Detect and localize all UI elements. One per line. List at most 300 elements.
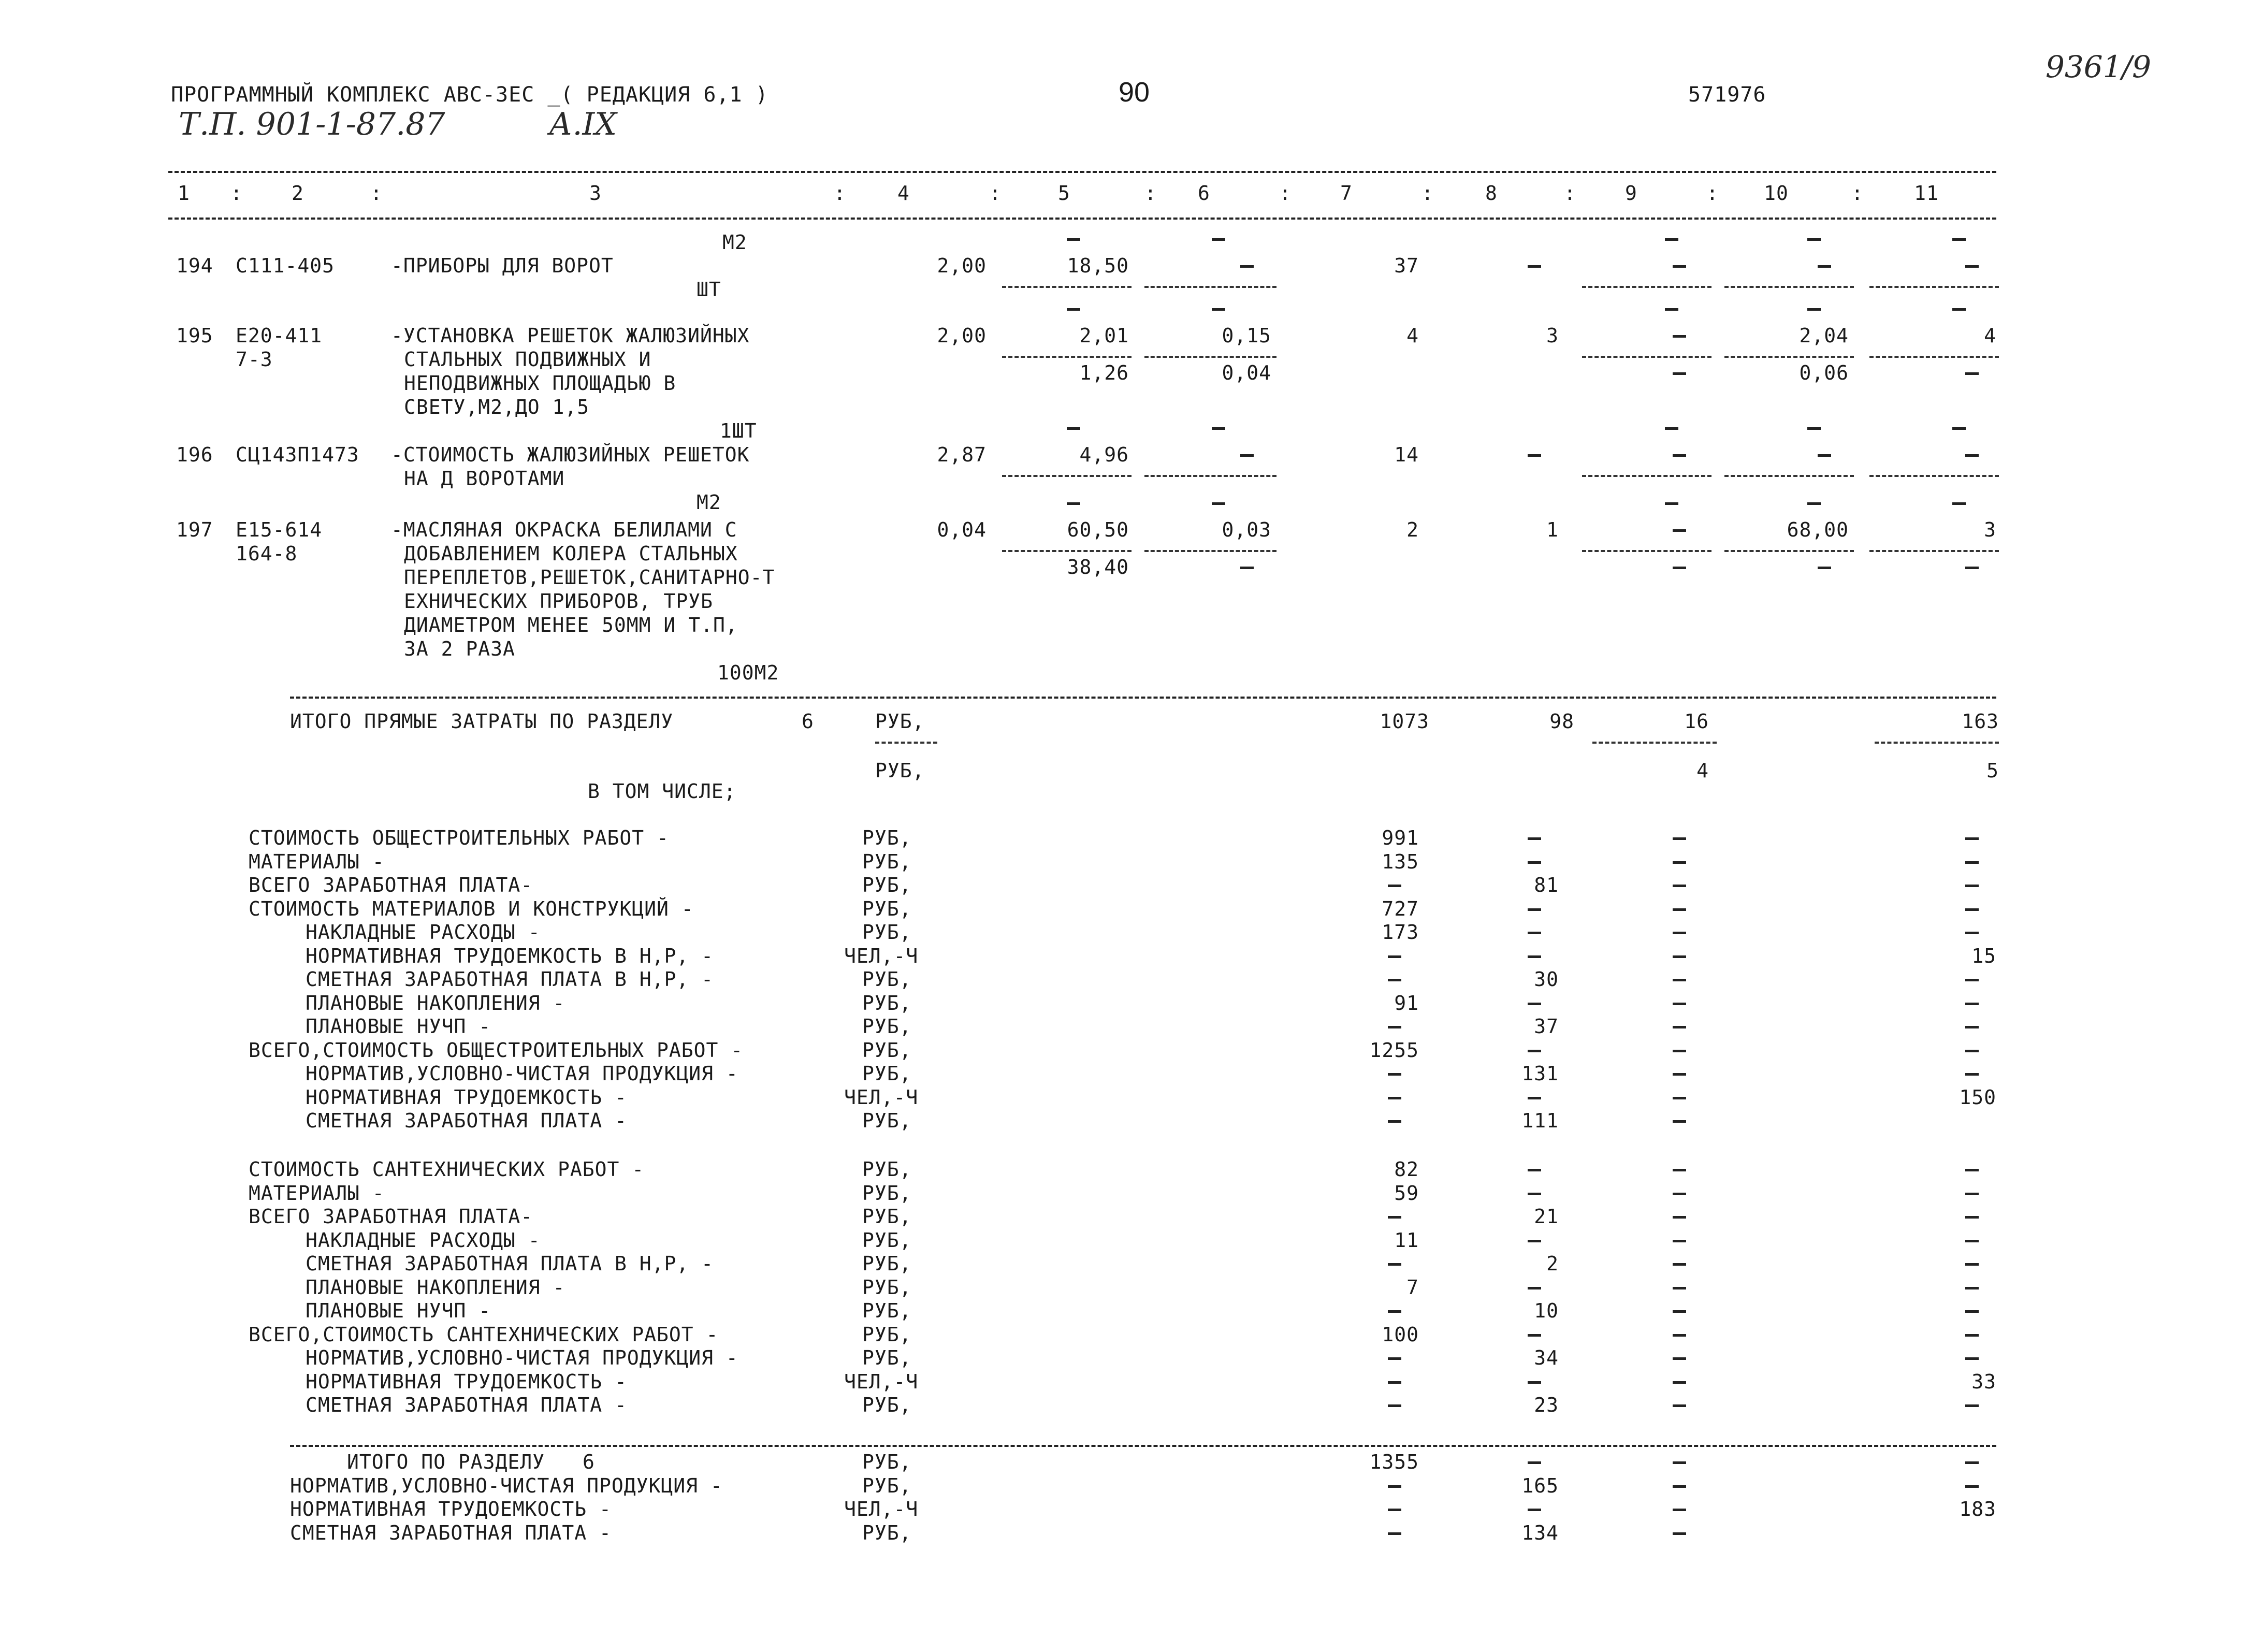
breakdown-c11-dash (1965, 1003, 1979, 1005)
breakdown-c9-dash (1673, 1532, 1686, 1535)
document-code: 571976 (1688, 83, 1766, 107)
breakdown-label: НОРМАТИВНАЯ ТРУДОЕМКОСТЬ - (290, 1498, 612, 1520)
row-description-line: НЕПОДВИЖНЫХ ПЛОЩАДЬЮ В (404, 372, 676, 395)
top-dash (1067, 427, 1080, 430)
breakdown-c8-dash (1528, 837, 1541, 840)
breakdown-label: СТОИМОСТЬ МАТЕРИАЛОВ И КОНСТРУКЦИЙ - (249, 897, 694, 920)
row-c10: 68,00 (1787, 518, 1849, 541)
direct-costs-c9: 16 (1684, 710, 1709, 733)
breakdown-c8-dash (1528, 1240, 1541, 1242)
breakdown-c7: 11 (1394, 1228, 1419, 1252)
breakdown-c9-dash (1673, 908, 1686, 911)
top-dash (1665, 427, 1678, 430)
breakdown-c7-dash (1388, 1532, 1401, 1535)
breakdown-unit: РУБ, (862, 897, 912, 920)
row-c5b: 38,40 (1067, 556, 1129, 578)
row-c8-dash (1528, 265, 1541, 268)
row-code: СЦ143П1473 (236, 443, 359, 466)
row-c9-dash (1673, 529, 1686, 532)
c11-divider (1869, 286, 1999, 288)
breakdown-label: СМЕТНАЯ ЗАРАБОТНАЯ ПЛАТА В Н,Р, - (306, 1252, 714, 1275)
breakdown-c9-dash (1673, 1404, 1686, 1407)
breakdown-c7-dash (1388, 1509, 1401, 1511)
breakdown-c7-dash (1388, 1310, 1401, 1313)
row-c5: 18,50 (1067, 254, 1129, 277)
breakdown-c7: 82 (1394, 1158, 1419, 1181)
breakdown-c11-dash (1965, 1216, 1979, 1219)
breakdown-label: ВСЕГО ЗАРАБОТНАЯ ПЛАТА- (249, 874, 533, 896)
breakdown-label: НОРМАТИВ,УСЛОВНО-ЧИСТАЯ ПРОДУКЦИЯ - (306, 1346, 738, 1369)
row-c11b-dash (1965, 567, 1979, 569)
row-code-2: 7-3 (236, 348, 273, 371)
breakdown-label: НАКЛАДНЫЕ РАСХОДЫ - (306, 921, 541, 944)
top-dash (1212, 427, 1225, 430)
breakdown-c8: 37 (1534, 1015, 1559, 1038)
column-header-4: 4 (897, 182, 910, 205)
breakdown-c7-dash (1388, 1216, 1401, 1219)
row-description-line: НА Д ВОРОТАМИ (404, 467, 565, 490)
breakdown-unit: РУБ, (862, 1062, 912, 1085)
breakdown-c11-dash (1965, 1334, 1979, 1337)
row-c11-dash (1965, 265, 1979, 268)
unit-bottom: 100М2 (717, 661, 779, 684)
top-dash (1952, 427, 1966, 430)
row-c4: 0,04 (937, 518, 987, 541)
breakdown-c9-dash (1673, 1097, 1686, 1099)
column-separator: : (989, 182, 1002, 205)
column-separator: : (1144, 182, 1157, 205)
breakdown-c7-dash (1388, 1381, 1401, 1384)
breakdown-c11-dash (1965, 1310, 1979, 1313)
project-number-handwritten: Т.П. 901-1-87.87 (179, 106, 445, 142)
row-c10: 2,04 (1799, 324, 1849, 347)
breakdown-c11-dash (1965, 1193, 1979, 1195)
breakdown-unit: РУБ, (862, 1521, 912, 1544)
c10-divider (1724, 550, 1854, 552)
top-dash (1665, 238, 1678, 241)
breakdown-c9-dash (1673, 1169, 1686, 1171)
row-number: 195 (176, 324, 213, 347)
breakdown-c9-dash (1673, 1485, 1686, 1488)
breakdown-unit: РУБ, (862, 1015, 912, 1038)
breakdown-c8-dash (1528, 1334, 1541, 1337)
breakdown-unit: РУБ, (862, 1346, 912, 1369)
direct-costs-c9b: 4 (1696, 759, 1709, 782)
unit-bottom: ШТ (697, 278, 721, 301)
breakdown-c8: 131 (1521, 1062, 1559, 1085)
c11-divider (1869, 356, 1999, 358)
row-description-line: -УСТАНОВКА РЕШЕТОК ЖАЛЮЗИЙНЫХ (391, 324, 750, 347)
column-separator: : (1851, 182, 1864, 205)
row-c5b: 1,26 (1079, 361, 1129, 384)
row-c11-dash (1965, 454, 1979, 457)
breakdown-c11: 183 (1959, 1498, 1996, 1520)
section-total-rule (290, 1445, 1996, 1447)
top-dash (1067, 238, 1080, 241)
breakdown-c11: 150 (1959, 1085, 1996, 1109)
row-c8-dash (1528, 454, 1541, 457)
in-that-number-heading: В ТОМ ЧИСЛЕ; (588, 780, 736, 803)
top-dash (1807, 238, 1821, 241)
c9-divider (1582, 356, 1711, 358)
top-dash (1067, 502, 1080, 505)
breakdown-unit: РУБ, (862, 1228, 912, 1252)
breakdown-c8-dash (1528, 1097, 1541, 1099)
breakdown-c11-dash (1965, 837, 1979, 840)
row-description-line: ЕХНИЧЕСКИХ ПРИБОРОВ, ТРУБ (404, 590, 713, 613)
top-dash (1067, 308, 1080, 311)
breakdown-c9-dash (1673, 955, 1686, 958)
row-number: 197 (176, 518, 213, 541)
breakdown-unit: РУБ, (862, 1181, 912, 1205)
column-separator: : (1279, 182, 1292, 205)
row-c4: 2,00 (937, 254, 987, 277)
breakdown-c7-dash (1388, 1073, 1401, 1076)
row-number: 194 (176, 254, 213, 277)
breakdown-c8-dash (1528, 1169, 1541, 1171)
breakdown-c8: 21 (1534, 1205, 1559, 1228)
row-description-line: СТАЛЬНЫХ ПОДВИЖНЫХ И (404, 348, 651, 371)
breakdown-c11-dash (1965, 979, 1979, 981)
c9-divider (1582, 475, 1711, 477)
breakdown-c7-dash (1388, 1404, 1401, 1407)
breakdown-c7: 59 (1394, 1181, 1419, 1205)
breakdown-label: ПЛАНОВЫЕ НУЧП - (306, 1015, 491, 1038)
breakdown-c9-dash (1673, 979, 1686, 981)
breakdown-label: ПЛАНОВЫЕ НАКОПЛЕНИЯ - (306, 991, 565, 1015)
breakdown-c11-dash (1965, 1026, 1979, 1028)
c11-divider (1869, 550, 1999, 552)
breakdown-c9-dash (1673, 1120, 1686, 1123)
row-c11: 3 (1984, 518, 1996, 541)
breakdown-label: СМЕТНАЯ ЗАРАБОТНАЯ ПЛАТА - (290, 1521, 612, 1544)
program-title: ПРОГРАММНЫЙ КОМПЛЕКС АВС-3ЕС _( РЕДАКЦИЯ 6,1 ) (171, 83, 768, 107)
breakdown-c11-dash (1965, 861, 1979, 864)
breakdown-c7-dash (1388, 885, 1401, 887)
breakdown-c8-dash (1528, 908, 1541, 911)
breakdown-c9-dash (1673, 1240, 1686, 1242)
row-c7: 2 (1406, 518, 1419, 541)
breakdown-c7: 100 (1382, 1323, 1419, 1346)
c10-divider (1724, 475, 1854, 477)
breakdown-c9-dash (1673, 861, 1686, 864)
row-c8: 3 (1546, 324, 1559, 347)
breakdown-unit: РУБ, (862, 1323, 912, 1346)
breakdown-c11-dash (1965, 885, 1979, 887)
c5-divider (1002, 475, 1132, 477)
row-description-line: ДОБАВЛЕНИЕМ КОЛЕРА СТАЛЬНЫХ (404, 542, 738, 565)
direct-costs-section: 6 (802, 710, 814, 733)
row-description-line: -МАСЛЯНАЯ ОКРАСКА БЕЛИЛАМИ С (391, 518, 737, 541)
breakdown-unit: РУБ, (862, 1299, 912, 1322)
breakdown-c8-dash (1528, 1287, 1541, 1289)
column-header-9: 9 (1625, 182, 1637, 205)
breakdown-c7-dash (1388, 1263, 1401, 1266)
row-description-line: ЗА 2 РАЗА (404, 637, 515, 660)
breakdown-c9-dash (1673, 1310, 1686, 1313)
row-c9b-dash (1673, 372, 1686, 375)
breakdown-label: ВСЕГО ЗАРАБОТНАЯ ПЛАТА- (249, 1205, 533, 1228)
row-code: Е20-411 (236, 324, 323, 347)
row-c11b-dash (1965, 372, 1979, 375)
breakdown-c7: 135 (1382, 850, 1419, 873)
breakdown-c8: 34 (1534, 1346, 1559, 1369)
c9-divider (1592, 742, 1717, 744)
breakdown-c8-dash (1528, 1381, 1541, 1384)
breakdown-unit: РУБ, (862, 1474, 912, 1497)
breakdown-c9-dash (1673, 885, 1686, 887)
row-c4: 2,00 (937, 324, 987, 347)
breakdown-c7-dash (1388, 955, 1401, 958)
column-header-10: 10 (1764, 182, 1789, 205)
row-c6-dash (1240, 454, 1254, 457)
breakdown-c7: 173 (1382, 921, 1419, 944)
breakdown-label: НОРМАТИВ,УСЛОВНО-ЧИСТАЯ ПРОДУКЦИЯ - (306, 1062, 738, 1085)
breakdown-c7-dash (1388, 979, 1401, 981)
breakdown-unit: ЧЕЛ,-Ч (844, 1085, 919, 1109)
breakdown-c7-dash (1388, 1120, 1401, 1123)
breakdown-unit: РУБ, (862, 1276, 912, 1299)
column-header-3: 3 (589, 182, 602, 205)
top-dash (1212, 308, 1225, 311)
breakdown-c11: 15 (1971, 944, 1996, 967)
breakdown-c11-dash (1965, 932, 1979, 934)
breakdown-c8-dash (1528, 1003, 1541, 1005)
row-description-line: -ПРИБОРЫ ДЛЯ ВОРОТ (391, 254, 614, 277)
column-separator: : (370, 182, 383, 205)
breakdown-c7: 1255 (1369, 1038, 1419, 1062)
header-bottom-rule (168, 218, 1996, 220)
page-number: 90 (1119, 77, 1150, 108)
breakdown-unit: РУБ, (862, 1451, 912, 1473)
breakdown-c11: 33 (1971, 1370, 1996, 1393)
column-separator: : (1421, 182, 1434, 205)
breakdown-c9-dash (1673, 1073, 1686, 1076)
breakdown-label: МАТЕРИАЛЫ - (249, 1181, 385, 1205)
breakdown-label: НАКЛАДНЫЕ РАСХОДЫ - (306, 1228, 541, 1252)
breakdown-c11-dash (1965, 1485, 1979, 1488)
row-description-line: ПЕРЕПЛЕТОВ,РЕШЕТОК,САНИТАРНО-Т (404, 566, 775, 589)
breakdown-label: СТОИМОСТЬ САНТЕХНИЧЕСКИХ РАБОТ - (249, 1158, 645, 1181)
breakdown-label: ИТОГО ПО РАЗДЕЛУ (347, 1451, 545, 1473)
row-c5: 60,50 (1067, 518, 1129, 541)
breakdown-c11-dash (1965, 1073, 1979, 1076)
breakdown-unit: РУБ, (862, 1158, 912, 1181)
corner-handwritten-mark: 9361/9 (2046, 49, 2152, 84)
breakdown-c7: 7 (1406, 1276, 1419, 1299)
top-dash (1807, 502, 1821, 505)
direct-costs-unit: РУБ, (875, 710, 925, 733)
column-header-8: 8 (1485, 182, 1498, 205)
row-code: С111-405 (236, 254, 335, 277)
top-dash (1665, 308, 1678, 311)
row-description-line: -СТОИМОСТЬ ЖАЛЮЗИЙНЫХ РЕШЕТОК (391, 443, 750, 466)
row-c5: 4,96 (1079, 443, 1129, 466)
breakdown-c9-dash (1673, 1509, 1686, 1511)
breakdown-c7: 91 (1394, 991, 1419, 1015)
row-code-2: 164-8 (236, 542, 298, 565)
breakdown-c9-dash (1673, 1193, 1686, 1195)
column-header-1: 1 (178, 182, 190, 205)
breakdown-unit: РУБ, (862, 1394, 912, 1416)
breakdown-unit: РУБ, (862, 991, 912, 1015)
row-c9b-dash (1673, 567, 1686, 569)
top-dash (1665, 502, 1678, 505)
unit-bottom: 1ШТ (720, 419, 757, 442)
row-c9-dash (1673, 454, 1686, 457)
row-c9-dash (1673, 335, 1686, 338)
row-c5: 2,01 (1079, 324, 1129, 347)
breakdown-c8-dash (1528, 955, 1541, 958)
breakdown-c9-dash (1673, 1287, 1686, 1289)
breakdown-c8-dash (1528, 1050, 1541, 1052)
row-c6b: 0,04 (1222, 361, 1271, 384)
unit-bottom: М2 (697, 491, 721, 514)
row-c10b: 0,06 (1799, 361, 1849, 384)
breakdown-c8: 81 (1534, 874, 1559, 896)
breakdown-section: 6 (583, 1451, 595, 1473)
top-dash (1807, 427, 1821, 430)
breakdown-unit: РУБ, (862, 921, 912, 944)
breakdown-c7: 991 (1382, 827, 1419, 849)
breakdown-c7-dash (1388, 1026, 1401, 1028)
direct-costs-c11: 163 (1962, 710, 1999, 733)
c5-divider (1002, 286, 1132, 288)
c9-divider (1582, 286, 1711, 288)
c10-divider (1724, 356, 1854, 358)
row-c7: 14 (1394, 443, 1419, 466)
row-c6: 0,15 (1222, 324, 1271, 347)
header-top-rule (168, 171, 1996, 173)
row-description-line: СВЕТУ,М2,ДО 1,5 (404, 396, 590, 418)
breakdown-c7-dash (1388, 1357, 1401, 1360)
breakdown-c11-dash (1965, 1404, 1979, 1407)
breakdown-c8: 23 (1534, 1394, 1559, 1416)
breakdown-c9-dash (1673, 1003, 1686, 1005)
breakdown-c11-dash (1965, 1287, 1979, 1289)
breakdown-label: МАТЕРИАЛЫ - (249, 850, 385, 873)
row-c10b-dash (1818, 567, 1831, 569)
row-c4: 2,87 (937, 443, 987, 466)
breakdown-c7: 1355 (1369, 1451, 1419, 1473)
c6-divider (1144, 475, 1276, 477)
breakdown-c9-dash (1673, 1263, 1686, 1266)
breakdown-c8-dash (1528, 1509, 1541, 1511)
c6-divider (1144, 356, 1276, 358)
breakdown-label: ВСЕГО,СТОИМОСТЬ САНТЕХНИЧЕСКИХ РАБОТ - (249, 1323, 719, 1346)
c5-divider (1002, 550, 1132, 552)
top-dash (1807, 308, 1821, 311)
column-header-6: 6 (1198, 182, 1210, 205)
breakdown-label: СМЕТНАЯ ЗАРАБОТНАЯ ПЛАТА В Н,Р, - (306, 968, 714, 991)
top-dash (1952, 502, 1966, 505)
breakdown-c8-dash (1528, 1193, 1541, 1195)
breakdown-c11-dash (1965, 1050, 1979, 1052)
column-separator: : (1564, 182, 1576, 205)
unit-top: М2 (722, 231, 747, 254)
breakdown-c11-dash (1965, 1461, 1979, 1464)
breakdown-c9-dash (1673, 1026, 1686, 1028)
breakdown-c8: 10 (1534, 1299, 1559, 1322)
breakdown-unit: РУБ, (862, 1252, 912, 1275)
breakdown-label: НОРМАТИВ,УСЛОВНО-ЧИСТАЯ ПРОДУКЦИЯ - (290, 1474, 723, 1497)
c11-divider (1875, 742, 1999, 744)
breakdown-c9-dash (1673, 1050, 1686, 1052)
column-separator: : (230, 182, 243, 205)
breakdown-c11-dash (1965, 1240, 1979, 1242)
row-c10-dash (1818, 265, 1831, 268)
breakdown-c9-dash (1673, 1334, 1686, 1337)
breakdown-label: НОРМАТИВНАЯ ТРУДОЕМКОСТЬ В Н,Р, - (306, 944, 714, 967)
direct-costs-label: ИТОГО ПРЯМЫЕ ЗАТРАТЫ ПО РАЗДЕЛУ (290, 710, 674, 733)
breakdown-label: СТОИМОСТЬ ОБЩЕСТРОИТЕЛЬНЫХ РАБОТ - (249, 827, 669, 849)
direct-costs-unit-2: РУБ, (875, 759, 925, 782)
column-separator: : (1706, 182, 1719, 205)
top-dash (1212, 238, 1225, 241)
breakdown-label: ПЛАНОВЫЕ НАКОПЛЕНИЯ - (306, 1276, 565, 1299)
row-code: Е15-614 (236, 518, 323, 541)
breakdown-c9-dash (1673, 1381, 1686, 1384)
row-description-line: ДИАМЕТРОМ МЕНЕЕ 50ММ И Т.П, (404, 614, 738, 636)
column-header-7: 7 (1340, 182, 1353, 205)
top-dash (1952, 238, 1966, 241)
breakdown-unit: ЧЕЛ,-Ч (844, 944, 919, 967)
breakdown-c8: 30 (1534, 968, 1559, 991)
breakdown-unit: РУБ, (862, 1205, 912, 1228)
breakdown-c11-dash (1965, 1263, 1979, 1266)
breakdown-c8: 2 (1546, 1252, 1559, 1275)
c6-divider (1144, 550, 1276, 552)
breakdown-c9-dash (1673, 932, 1686, 934)
breakdown-unit: РУБ, (862, 1038, 912, 1062)
breakdown-c9-dash (1673, 837, 1686, 840)
breakdown-c7-dash (1388, 1097, 1401, 1099)
row-c7: 4 (1406, 324, 1419, 347)
breakdown-unit: ЧЕЛ,-Ч (844, 1498, 919, 1520)
c5-divider (1002, 356, 1132, 358)
breakdown-label: НОРМАТИВНАЯ ТРУДОЕМКОСТЬ - (306, 1085, 627, 1109)
breakdown-c7-dash (1388, 1485, 1401, 1488)
breakdown-c8-dash (1528, 1461, 1541, 1464)
direct-costs-c7: 1073 (1380, 710, 1429, 733)
column-header-5: 5 (1058, 182, 1070, 205)
breakdown-c9-dash (1673, 1461, 1686, 1464)
row-c6: 0,03 (1222, 518, 1271, 541)
row-c6b-dash (1240, 567, 1254, 569)
direct-costs-c11b: 5 (1986, 759, 1999, 782)
row-c7: 37 (1394, 254, 1419, 277)
breakdown-unit: РУБ, (862, 874, 912, 896)
breakdown-label: ПЛАНОВЫЕ НУЧП - (306, 1299, 491, 1322)
c11-divider (1869, 475, 1999, 477)
breakdown-c8-dash (1528, 861, 1541, 864)
column-header-11: 11 (1914, 182, 1939, 205)
unit-divider (875, 742, 937, 744)
breakdown-c8: 165 (1521, 1474, 1559, 1497)
row-c10-dash (1818, 454, 1831, 457)
breakdown-c8: 111 (1521, 1109, 1559, 1132)
breakdown-label: СМЕТНАЯ ЗАРАБОТНАЯ ПЛАТА - (306, 1109, 627, 1132)
direct-costs-c8: 98 (1549, 710, 1574, 733)
breakdown-c7: 727 (1382, 897, 1419, 920)
breakdown-c8: 134 (1521, 1521, 1559, 1544)
breakdown-c9-dash (1673, 1357, 1686, 1360)
row-c6-dash (1240, 265, 1254, 268)
c9-divider (1582, 550, 1711, 552)
breakdown-label: НОРМАТИВНАЯ ТРУДОЕМКОСТЬ - (306, 1370, 627, 1393)
row-c9-dash (1673, 265, 1686, 268)
totals-rule (290, 697, 1996, 699)
